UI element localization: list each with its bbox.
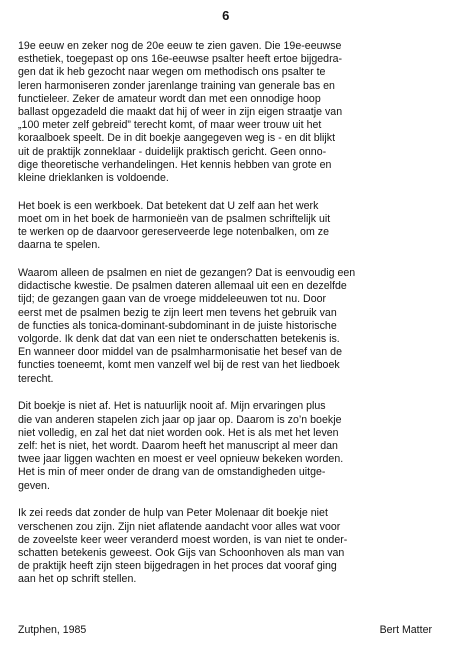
text-line: „100 meter zelf gebreid” terecht komt, of maar weer trouw uit het bbox=[18, 119, 322, 132]
text-line: geven. bbox=[18, 479, 50, 492]
place-date: Zutphen, 1985 bbox=[18, 624, 87, 636]
text-line: dige theoretische verhandelingen. Het kennis hebben van grote en bbox=[18, 158, 332, 171]
paragraph-4 bbox=[18, 400, 434, 492]
text-line: Ik zei reeds dat zonder de hulp van Peter Molenaar dit boekje niet bbox=[18, 507, 328, 520]
paragraph-5 bbox=[18, 507, 434, 586]
paragraph-3 bbox=[18, 267, 434, 386]
text-line: ballast opgezadeld die maakt dat hij of weer in zijn eigen straatje van bbox=[18, 106, 343, 119]
text-line: functies toeneemt, komt men vanzelf wel bij de rest van het liedboek bbox=[18, 359, 340, 372]
text-line: schatten betekenis geweest. Ook Gijs van Schoonhoven als man van bbox=[18, 546, 345, 559]
text-line: 19e eeuw en zeker nog de 20e eeuw te zien gaven. Die 19e-eeuwse bbox=[18, 40, 342, 52]
text-line: Waarom alleen de psalmen en niet de gezangen? Dat is eenvoudig een bbox=[18, 267, 356, 280]
text-line: Het boek is een werkboek. Dat betekent dat U zelf aan het werk bbox=[18, 199, 319, 212]
text-line: eerst met de psalmen bezig te zijn leert men tevens het gebruik van bbox=[18, 306, 337, 319]
page-number: 6 bbox=[222, 8, 230, 23]
text-line: de praktijk heeft zijn steen bijgedragen in het proces dat vooraf ging bbox=[18, 560, 337, 573]
text-line: En wanneer door middel van de psalmharmonisatie het besef van de bbox=[18, 346, 342, 359]
text-line: functieleer. Zeker de amateur wordt dan met een onnodige hoop bbox=[18, 92, 321, 105]
text-line: kleine drieklanken is voldoende. bbox=[18, 172, 169, 185]
text-line: volgorde. Ik denk dat dat van een niet te onderschatten betekenis is. bbox=[18, 333, 340, 346]
text-line: verschenen zou zijn. Zijn niet aflatende aandacht voor alles wat voor bbox=[18, 520, 341, 533]
text-line: de zoveelste keer weer veranderd moest worden, is van niet te onder- bbox=[18, 533, 348, 546]
author-signature: Bert Matter bbox=[379, 624, 432, 636]
text-line: didactische kwestie. De psalmen dateren allemaal uit een en dezelfde bbox=[18, 280, 347, 293]
text-line: tijd; de gezangen gaan van de vroege middeleeuwen tot nu. Door bbox=[18, 293, 327, 306]
paragraph-2 bbox=[18, 200, 434, 253]
text-line: esthetiek, toegepast op ons 16e-eeuwse psalter heeft ertoe bijgedra- bbox=[18, 53, 343, 66]
text-line: terecht. bbox=[18, 372, 54, 385]
text-line: aan het op schrift stellen. bbox=[18, 573, 137, 586]
text-line: leren harmoniseren zonder jarenlange training van generale bas en bbox=[18, 79, 335, 92]
text-line: te werken op de daarvoor gereserveerde lege notenbalken, om ze bbox=[18, 226, 330, 239]
body-text bbox=[18, 40, 434, 601]
text-line: uit de praktijk zonneklaar - duidelijk praktisch gericht. Geen onno- bbox=[18, 145, 327, 158]
text-line: twee jaar liggen wachten en moest er veel opnieuw bekeken worden. bbox=[18, 453, 344, 466]
text-line: niet volledig, en zal het dat niet worden ook. Het is als met het leven bbox=[18, 426, 339, 439]
paragraph-1 bbox=[18, 40, 434, 185]
text-line: moet om in het boek de harmonieën van de psalmen schriftelijk uit bbox=[18, 212, 331, 225]
text-line: daarna te spelen. bbox=[18, 239, 101, 252]
text-line: koraalboek speelt. De in dit boekje aangegeven weg is - en dit blijkt bbox=[18, 132, 336, 145]
text-line: Het is min of meer onder de drang van de omstandigheden uitge- bbox=[18, 466, 326, 479]
text-line: die van anderen stapelen zich jaar op jaar op. Daarom is zo’n boekje bbox=[18, 413, 342, 426]
document-page bbox=[18, 0, 434, 660]
text-line: de functies als tonica-dominant-subdominant in de juiste historische bbox=[18, 319, 337, 332]
text-line: gen dat ik heb gezocht naar wegen om methodisch ons psalter te bbox=[18, 66, 326, 79]
text-line: zelf: het is niet, het wordt. Daarom heeft het manuscript al meer dan bbox=[18, 439, 338, 452]
text-line: Dit boekje is niet af. Het is natuurlijk nooit af. Mijn ervaringen plus bbox=[18, 400, 326, 413]
